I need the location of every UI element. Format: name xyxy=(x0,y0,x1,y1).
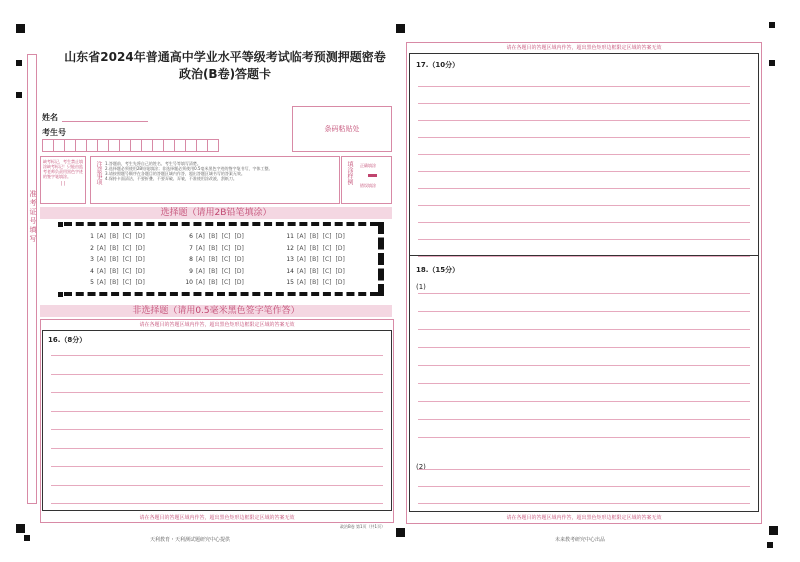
q18-label: 18.（15分） xyxy=(416,266,460,274)
choice-option-bubble[interactable]: [A] xyxy=(97,244,106,252)
choice-question-number: 8 xyxy=(189,256,193,263)
ruled-line xyxy=(418,347,750,348)
choice-option-bubble[interactable]: [A] xyxy=(196,256,205,263)
choice-option-bubble[interactable]: [D] xyxy=(335,233,345,240)
choice-option-bubble[interactable]: [D] xyxy=(234,256,244,263)
right-area-note: 请在各题目的答题区域内作答，超出黑色矩形边框限定区域的答案无效 xyxy=(506,45,662,51)
ruled-line xyxy=(51,485,383,486)
choice-question-number: 14 xyxy=(286,267,294,275)
choice-option-bubble[interactable]: [C] xyxy=(122,256,132,263)
ruled-line xyxy=(418,239,750,240)
ruled-line xyxy=(418,419,750,420)
choice-option-bubble[interactable]: [A] xyxy=(297,233,306,240)
choice-option-bubble[interactable]: [C] xyxy=(122,233,132,240)
choice-question-number: 15 xyxy=(286,279,294,286)
q18-part1-label: (1) xyxy=(416,283,426,291)
ruled-line xyxy=(418,103,750,104)
choice-option-bubble[interactable]: [D] xyxy=(135,233,145,240)
choice-option-bubble[interactable]: [B] xyxy=(208,267,218,275)
binding-strip-text: 准考证号填写 xyxy=(29,190,37,244)
choice-question-number: 3 xyxy=(90,256,94,263)
registration-mark xyxy=(396,24,405,33)
ruled-line xyxy=(418,329,750,330)
choice-question-row xyxy=(84,256,149,263)
name-label: 姓名 xyxy=(42,113,58,122)
ruled-line xyxy=(51,503,383,504)
choice-question-row xyxy=(183,279,248,286)
fill-correct-label: 正确填涂 xyxy=(360,163,376,168)
choice-question-row xyxy=(183,268,248,275)
choice-option-bubble[interactable]: [B] xyxy=(109,267,119,275)
choice-option-bubble[interactable]: [A] xyxy=(297,267,306,275)
choice-option-bubble[interactable]: [B] xyxy=(208,256,218,263)
choice-question-number: 7 xyxy=(189,244,193,252)
choice-question-number: 13 xyxy=(286,256,294,263)
choice-option-bubble[interactable]: [D] xyxy=(135,244,145,252)
q16-area-note: 请在各题目的答题区域内作答，超出黑色矩形边框限定区域的答案无效 xyxy=(139,322,295,328)
choice-option-bubble[interactable]: [C] xyxy=(221,267,231,275)
choice-question-number: 4 xyxy=(90,267,94,275)
choice-option-bubble[interactable]: [D] xyxy=(335,244,345,252)
barcode-box xyxy=(292,106,392,152)
choice-option-bubble[interactable]: [D] xyxy=(135,279,145,286)
choice-question-row xyxy=(84,245,149,252)
choice-question-row xyxy=(183,245,248,252)
ruled-line xyxy=(51,448,383,449)
ruled-line xyxy=(418,222,750,223)
notice-item: 2.选择题必须使用2B铅笔填涂；非选择题必须使用0.5毫米黑色字迹的签字笔书写，字体工整。 xyxy=(105,166,273,171)
choice-option-bubble[interactable]: [A] xyxy=(297,256,306,263)
registration-mark xyxy=(769,22,775,28)
choice-option-bubble[interactable]: [B] xyxy=(309,233,319,240)
ruled-line xyxy=(418,383,750,384)
choice-option-bubble[interactable]: [D] xyxy=(234,233,244,240)
choice-option-bubble[interactable]: [C] xyxy=(322,256,332,263)
choice-corner-mark xyxy=(58,292,63,297)
choice-option-bubble[interactable]: [A] xyxy=(297,279,306,286)
ruled-line xyxy=(51,374,383,375)
page-subtitle: 政治(B卷)答题卡 xyxy=(178,67,272,81)
registration-mark xyxy=(396,528,405,537)
ruled-line xyxy=(418,311,750,312)
exam-no-grid[interactable] xyxy=(42,139,218,152)
footer-page-text: 政治B卷 第1页（共1页） xyxy=(340,524,386,529)
choice-question-row xyxy=(284,279,349,286)
ruled-line xyxy=(418,171,750,172)
name-field[interactable] xyxy=(62,121,148,122)
choice-option-bubble[interactable]: [C] xyxy=(322,279,332,286)
absent-mark-bracket[interactable]: [ ] xyxy=(60,181,66,186)
choice-question-row xyxy=(284,256,349,263)
choice-frame-bottom xyxy=(64,292,378,296)
choice-option-bubble[interactable]: [C] xyxy=(122,279,132,286)
registration-mark xyxy=(16,60,22,66)
choice-question-row xyxy=(84,233,149,240)
notice-item: 3.请按照题号顺序在各题目的答题区域内作答，超出答题区域书写的答案无效。 xyxy=(105,171,245,176)
ruled-line xyxy=(418,188,750,189)
choice-frame-right xyxy=(378,222,384,296)
choice-section-bar: 选择题（请用2B铅笔填涂） xyxy=(40,207,392,219)
choice-option-bubble[interactable]: [B] xyxy=(309,279,319,286)
ruled-line xyxy=(418,293,750,294)
fill-wrong-label: 错误填涂 xyxy=(360,183,376,188)
q17-answer-area[interactable] xyxy=(409,53,759,256)
ruled-line xyxy=(418,137,750,138)
choice-option-bubble[interactable]: [A] xyxy=(297,244,306,252)
ruled-line xyxy=(418,154,750,155)
choice-option-bubble[interactable]: [D] xyxy=(135,256,145,263)
choice-option-bubble[interactable]: [B] xyxy=(208,279,218,286)
ruled-line xyxy=(51,355,383,356)
barcode-label: 条码粘贴处 xyxy=(324,125,360,133)
ruled-line xyxy=(51,392,383,393)
choice-question-number: 5 xyxy=(90,279,94,286)
registration-mark xyxy=(16,524,25,533)
choice-option-bubble[interactable]: [B] xyxy=(109,233,119,240)
choice-option-bubble[interactable]: [D] xyxy=(135,267,145,275)
footer-right-text: 未来教考研究中心出品 xyxy=(555,537,606,543)
ruled-line xyxy=(418,120,750,121)
choice-option-bubble[interactable]: [C] xyxy=(122,244,132,252)
notice-item: 4.保持卡面清洁，不要折叠、不要弄破、弄皱，不准使用涂改液、刮纸刀。 xyxy=(105,176,237,181)
nonchoice-section-bar: 非选择题（请用0.5毫米黑色签字笔作答） xyxy=(40,305,392,317)
choice-question-row xyxy=(284,233,349,240)
choice-option-bubble[interactable]: [C] xyxy=(221,279,231,286)
ruled-line xyxy=(418,503,750,504)
ruled-line xyxy=(418,205,750,206)
ruled-line xyxy=(51,466,383,467)
choice-option-bubble[interactable]: [B] xyxy=(208,233,218,240)
choice-option-bubble[interactable]: [C] xyxy=(221,233,231,240)
choice-option-bubble[interactable]: [D] xyxy=(335,256,345,263)
choice-option-bubble[interactable]: [A] xyxy=(196,267,205,275)
choice-option-bubble[interactable]: [D] xyxy=(335,279,345,286)
notice-box xyxy=(90,156,340,204)
ruled-line xyxy=(418,486,750,487)
choice-question-row xyxy=(284,268,349,275)
choice-question-row xyxy=(183,233,248,240)
ruled-line xyxy=(418,401,750,402)
registration-mark xyxy=(769,60,775,66)
choice-question-number: 10 xyxy=(185,279,193,286)
choice-option-bubble[interactable]: [B] xyxy=(109,279,119,286)
absent-mark-box xyxy=(40,156,86,204)
ruled-line xyxy=(418,365,750,366)
choice-option-bubble[interactable]: [C] xyxy=(322,267,332,275)
notice-item: 1.答题前，考生先将自己的姓名、考生号等填写清楚。 xyxy=(105,161,201,166)
fill-sample-heading: 填涂样例 xyxy=(346,161,353,185)
registration-mark xyxy=(769,526,778,535)
fill-correct-sample xyxy=(368,174,377,177)
registration-mark xyxy=(24,535,30,541)
choice-option-bubble[interactable]: [C] xyxy=(322,233,332,240)
registration-mark xyxy=(767,542,773,548)
choice-option-bubble[interactable]: [B] xyxy=(309,256,319,263)
footer-left-text: 天利教育・天利测试题研究中心提供 xyxy=(150,537,231,543)
choice-option-bubble[interactable]: [A] xyxy=(97,233,106,240)
choice-option-bubble[interactable]: [A] xyxy=(196,244,205,252)
q16-area-note-bottom: 请在各题目的答题区域内作答，超出黑色矩形边框限定区域的答案无效 xyxy=(139,515,295,521)
q16-label: 16.（8分） xyxy=(48,336,87,344)
choice-option-bubble[interactable]: [A] xyxy=(97,267,106,275)
choice-question-number: 2 xyxy=(90,244,94,252)
binding-strip xyxy=(27,54,37,504)
choice-option-bubble[interactable]: [B] xyxy=(208,244,218,252)
choice-option-bubble[interactable]: [C] xyxy=(221,244,231,252)
choice-option-bubble[interactable]: [B] xyxy=(309,244,319,252)
registration-mark xyxy=(16,24,25,33)
ruled-line xyxy=(418,437,750,438)
choice-option-bubble[interactable]: [C] xyxy=(322,244,332,252)
choice-option-bubble[interactable]: [A] xyxy=(196,279,205,286)
choice-option-bubble[interactable]: [C] xyxy=(221,256,231,263)
choice-option-bubble[interactable]: [C] xyxy=(122,267,132,275)
ruled-line xyxy=(418,86,750,87)
choice-option-bubble[interactable]: [B] xyxy=(109,244,119,252)
q18-part2-label: (2) xyxy=(416,463,426,471)
choice-option-bubble[interactable]: [D] xyxy=(234,267,244,275)
choice-option-bubble[interactable]: [D] xyxy=(234,244,244,252)
absent-mark-note: 缺考标记，考生禁止填涂缺考标记！只能由监考老师负责用黑色字迹的签字笔填涂。 xyxy=(43,159,83,179)
page-title: 山东省2024年普通高中学业水平等级考试临考预测押题密卷 xyxy=(64,50,386,64)
fill-sample-box xyxy=(341,156,392,204)
choice-question-row xyxy=(284,245,349,252)
choice-option-bubble[interactable]: [B] xyxy=(309,267,319,275)
choice-option-bubble[interactable]: [D] xyxy=(234,279,244,286)
q16-answer-area[interactable] xyxy=(42,330,392,511)
choice-question-row xyxy=(84,279,149,286)
registration-mark xyxy=(16,92,22,98)
choice-question-number: 12 xyxy=(286,244,294,252)
q18-answer-area[interactable] xyxy=(409,256,759,512)
choice-question-number: 6 xyxy=(189,233,193,240)
right-area-note-bottom: 请在各题目的答题区域内作答，超出黑色矩形边框限定区域的答案无效 xyxy=(506,515,662,521)
notice-heading: 注意事项 xyxy=(95,161,102,185)
choice-frame-top xyxy=(64,222,378,226)
notice-list xyxy=(105,161,336,181)
choice-option-bubble[interactable]: [A] xyxy=(97,256,106,263)
choice-question-number: 11 xyxy=(286,233,294,240)
ruled-line xyxy=(418,469,750,470)
choice-question-row xyxy=(84,268,149,275)
choice-question-row xyxy=(183,256,248,263)
exam-no-label: 考生号 xyxy=(42,128,66,137)
choice-question-number: 1 xyxy=(90,233,94,240)
ruled-line xyxy=(51,411,383,412)
ruled-line xyxy=(51,429,383,430)
choice-option-bubble[interactable]: [A] xyxy=(97,279,106,286)
choice-option-bubble[interactable]: [B] xyxy=(109,256,119,263)
choice-corner-mark xyxy=(58,222,63,227)
choice-option-bubble[interactable]: [D] xyxy=(335,267,345,275)
choice-option-bubble[interactable]: [A] xyxy=(196,233,205,240)
q17-label: 17.（10分） xyxy=(416,61,460,69)
choice-question-number: 9 xyxy=(189,267,193,275)
